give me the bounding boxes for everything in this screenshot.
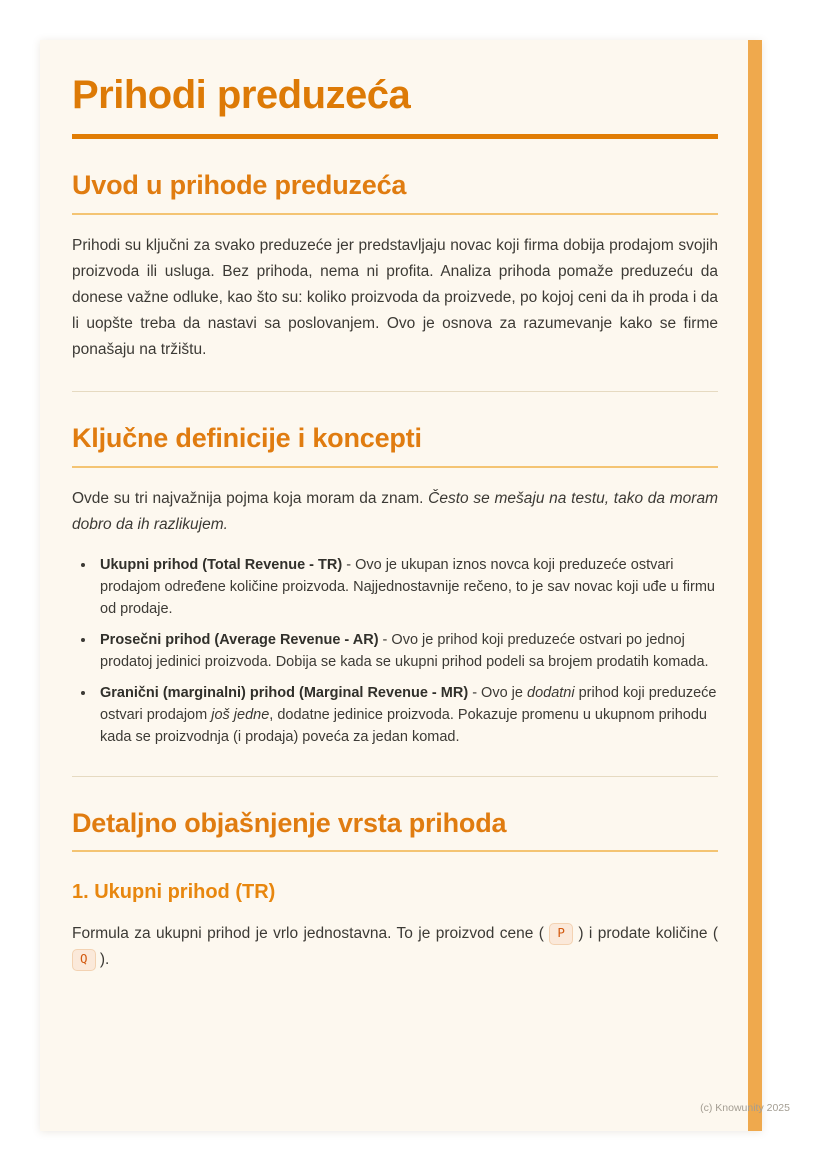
paragraph-intro: Prihodi su ključni za svako preduzeće jer predstavljaju novac koji firma dobija prodajom svojih proizvoda ili usluga. Bez prihoda, nema ni profita. Analiza prihoda pomaže preduzeću da donese važne odluke, kao što su: koliko proizvoda da proizvede, po kojoj ceni da ih proda i da li uopšte treba da nastavi sa poslovanjem. Ovo je osnova za razumevanje kako se firme ponašaju na tržištu.: [72, 236, 718, 358]
text-marginal-seg3: , dodatne jedinice proizvoda. Pokazuje promenu u ukupnom prihodu kada se proizvodnja (i prodaja) poveća za jedan komad.: [100, 706, 707, 745]
subsection-heading-ukupni-prihod: 1. Ukupni prihod (TR): [72, 881, 276, 904]
title-rule: [72, 134, 718, 139]
text-marginal-seg1: - Ovo je: [468, 684, 527, 701]
code-badge-p: P: [549, 923, 573, 945]
document-card: [40, 40, 762, 1131]
term-marginal-revenue: Granični (marginalni) prihod (Marginal Revenue - MR): [100, 684, 469, 701]
page-title: Prihodi preduzeća: [72, 73, 411, 117]
list-item-total-revenue: [96, 554, 718, 620]
section-divider-1: [72, 391, 718, 392]
list-item-average-revenue: [96, 629, 718, 673]
definitions-intro-italic: Često se mešaju na testu, tako da moram dobro da ih razlikujem.: [72, 489, 718, 533]
section-heading-definicije: Ključne definicije i koncepti: [72, 422, 718, 468]
formula-seg1: Formula za ukupni prihod je vrlo jednostavna. To je proizvod cene (: [72, 925, 550, 943]
text-marginal-italic1: dodatni: [527, 684, 575, 701]
formula-seg2: ) i prodate količine (: [572, 925, 719, 943]
text-total-revenue: - Ovo je ukupan iznos novca koji preduzeće ostvari prodajom određene količine proizvoda. Najjednostavnije rečeno, to je sav novac koji uđe u firmu od prodaje.: [100, 556, 715, 617]
section-heading-detaljno: Detaljno objašnjenje vrsta prihoda: [72, 807, 718, 853]
paragraph-definitions-intro: [72, 486, 718, 538]
section-divider-2: [72, 776, 718, 777]
text-marginal-italic2: još jedne: [211, 706, 270, 723]
list-item-marginal-revenue: [96, 682, 718, 748]
section-heading-uvod: Uvod u prihode preduzeća: [72, 169, 718, 215]
copyright-credit: (c) Knowunity 2025: [700, 1102, 790, 1114]
formula-seg3: ).: [95, 951, 110, 969]
text-marginal-seg2: prihod koji preduzeće ostvari prodajom: [100, 684, 717, 723]
term-total-revenue: Ukupni prihod (Total Revenue - TR): [100, 556, 343, 573]
text-average-revenue: - Ovo je prihod koji preduzeće ostvari po jednoj prodatoj jedinici proizvoda. Dobija se kada se ukupni prihod podeli sa brojem prodatih komada.: [100, 631, 709, 670]
term-average-revenue: Prosečni prihod (Average Revenue - AR): [100, 631, 379, 648]
right-accent-stripe: [748, 40, 762, 1131]
definitions-list: [72, 554, 718, 748]
paragraph-formula: [72, 921, 718, 973]
definitions-intro-normal: Ovde su tri najvažnija pojma koja moram da znam.: [72, 489, 429, 507]
code-badge-q: Q: [72, 949, 96, 971]
